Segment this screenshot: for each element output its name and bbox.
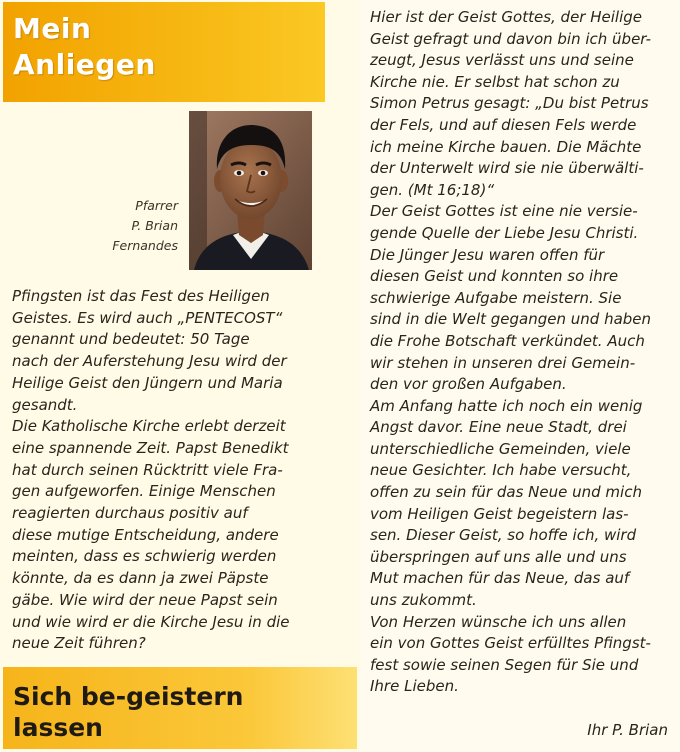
photo-caption [60,196,178,256]
text-line: Mut machen für das Neue, das auf [370,569,630,588]
text-line: Kirche nie. Er selbst hat schon zu [370,72,620,91]
text-line: Von Herzen wünsche ich uns allen [370,612,627,631]
text-line: reagierten durchaus positiv auf [12,504,248,523]
text-line: genannt und bedeutet: 50 Tage [12,330,250,349]
subheading-banner [3,667,357,749]
right-column [360,0,680,752]
text-line: Geistes. Es wird auch „PENTECOST“ [12,308,283,327]
text-line: der Fels, und auf diesen Fels werde [370,115,637,134]
text-line: schwierige Aufgabe meistern. Sie [370,288,622,307]
text-line: Heilige Geist den Jüngern und Maria [12,373,283,392]
text-line: Pfingsten ist das Fest des Heiligen [12,287,270,305]
intro-article-text [12,286,317,655]
text-line: Geist gefragt und davon bin ich über- [370,29,652,48]
text-line: diese mutige Entscheidung, andere [12,525,279,544]
page-title-line-1: Mein [13,12,92,45]
page-title-line-2: Anliegen [13,48,156,81]
text-line: wir stehen in unseren drei Gemein- [370,353,636,372]
text-line: diesen Geist und konnten so ihre [370,267,619,286]
title-banner [3,2,325,102]
text-line: gäbe. Wie wird der neue Papst sein [12,590,278,609]
text-line: vom Heiligen Geist begeistern las- [370,504,629,523]
text-line: neue Gesichter. Ich habe versucht, [370,461,632,480]
subheading-line-2: lassen [13,713,103,742]
caption-line: Fernandes [112,238,178,253]
text-line: den vor großen Aufgaben. [370,375,567,394]
text-line: nach der Auferstehung Jesu wird der [12,352,287,371]
portrait-photo [189,111,312,270]
caption-line: P. Brian [131,218,178,233]
text-line: und wie wird er die Kirche Jesu in die [12,612,290,631]
text-line: Die Jünger Jesu waren offen für [370,245,605,264]
text-line: neue Zeit führen? [12,634,146,653]
portrait-illustration [189,111,312,270]
text-line: sind in die Welt gegangen und haben [370,310,652,329]
text-line: Am Anfang hatte ich noch ein wenig [370,396,643,415]
text-line: Die Katholische Kirche erlebt derzeit [12,417,286,436]
text-line: überspringen auf uns alle und uns [370,547,627,566]
text-line: unterschiedliche Gemeinden, viele [370,439,631,458]
text-line: Simon Petrus gesagt: „Du bist Petrus [370,94,649,113]
text-line: gen. (Mt 16;18)“ [370,180,495,199]
text-line: hat durch seinen Rücktritt viele Fra- [12,460,283,479]
text-line: eine spannende Zeit. Papst Benedikt [12,438,289,457]
text-line: Hier ist der Geist Gottes, der Heilige [370,8,642,26]
main-article-text [370,7,672,698]
text-line: fest sowie seinen Segen für Sie und [370,655,639,674]
signature: Ihr P. Brian [587,721,668,739]
text-line: ich meine Kirche bauen. Die Mächte [370,137,642,156]
text-line: die Frohe Botschaft verkündet. Auch [370,331,645,350]
text-line: Ihre Lieben. [370,677,459,696]
text-line: der Unterwelt wird sie nie überwälti- [370,159,644,178]
text-line: Angst davor. Eine neue Stadt, drei [370,418,627,437]
text-line: gesandt. [12,395,78,414]
text-line: uns zukommt. [370,591,477,610]
text-line: ein von Gottes Geist erfülltes Pfingst- [370,634,651,653]
subheading-line-1: Sich be-geistern [13,682,244,711]
text-line: Der Geist Gottes ist eine nie versie- [370,202,638,221]
text-line: gen aufgeworfen. Einige Menschen [12,482,276,501]
text-line: gende Quelle der Liebe Jesu Christi. [370,223,639,242]
text-line: offen zu sein für das Neue und mich [370,483,642,502]
text-line: meinten, dass es schwierig werden [12,547,277,566]
caption-line: Pfarrer [135,198,178,213]
text-line: könnte, da es dann ja zwei Päpste [12,569,269,588]
text-line: zeugt, Jesus verlässt uns und seine [370,51,634,70]
text-line: sen. Dieser Geist, so hoffe ich, wird [370,526,637,545]
